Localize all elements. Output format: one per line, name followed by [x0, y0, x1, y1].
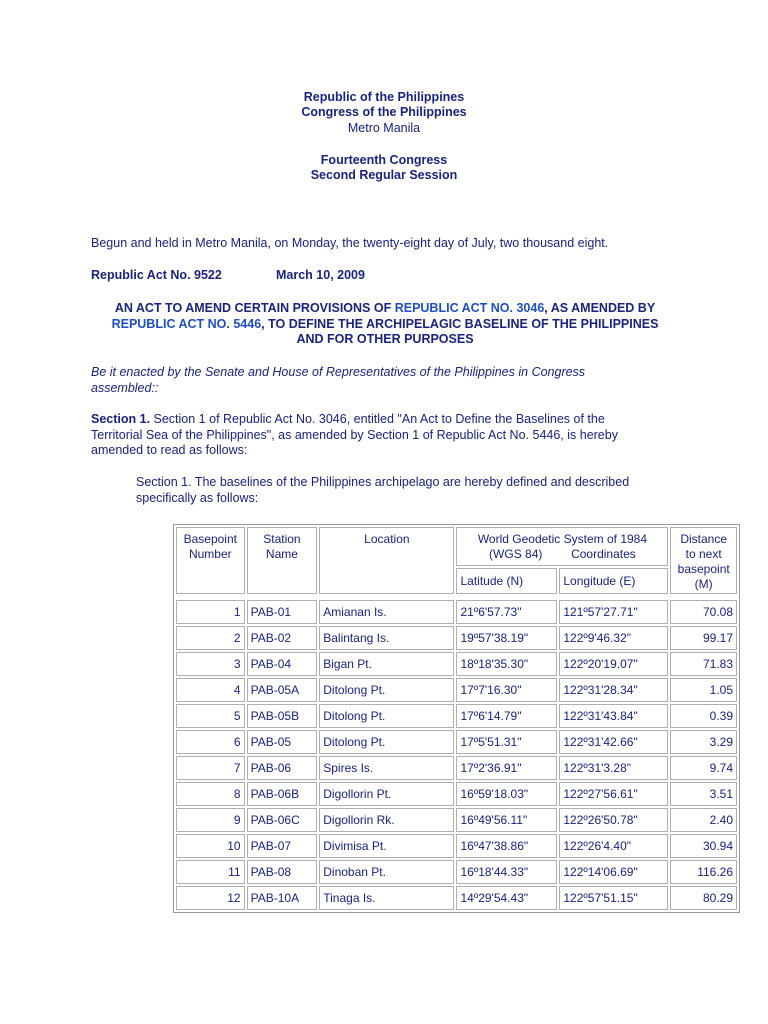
cell-latitude: 16º59'18.03" [456, 782, 557, 806]
cell-latitude: 16º18'44.33" [456, 860, 557, 884]
cell-location: Bigan Pt. [319, 652, 454, 676]
cell-station: PAB-08 [247, 860, 318, 884]
cell-longitude: 122º31'42.66" [559, 730, 668, 754]
table-row [176, 626, 737, 650]
cell-location: Ditolong Pt. [319, 730, 454, 754]
basepoint-table-body [176, 600, 737, 910]
cell-station: PAB-02 [247, 626, 318, 650]
cell-station: PAB-01 [247, 600, 318, 624]
cell-station: PAB-06 [247, 756, 318, 780]
header-wgs84-sub2: Coordinates [571, 547, 636, 561]
act-title [100, 301, 670, 348]
header-location: Location [319, 527, 454, 594]
table-row [176, 860, 737, 884]
republic-act-5446-link[interactable]: REPUBLIC ACT NO. 5446 [111, 316, 262, 331]
republic-act-3046-link[interactable]: REPUBLIC ACT NO. 3046 [394, 301, 545, 315]
cell-distance: 80.29 [670, 886, 737, 910]
session-heading: Second Regular Session [310, 168, 458, 182]
cell-number: 8 [176, 782, 245, 806]
cell-number: 12 [176, 886, 245, 910]
cell-longitude: 122º31'3.28" [559, 756, 668, 780]
header-longitude: Longitude (E) [559, 568, 668, 594]
title-part-3: , TO DEFINE THE ARCHIPELAGIC BASELINE OF THE PHILIPPINES AND FOR OTHER PURPOSES [261, 316, 659, 346]
title-part-2: , AS AMENDED BY [544, 301, 656, 315]
cell-distance: 30.94 [670, 834, 737, 858]
cell-location: Balintang Is. [319, 626, 454, 650]
section-1-text: Section 1 of Republic Act No. 3046, entitled "An Act to Define the Baselines of the Territorial Sea of the Philippines", as amended by Section 1 of Republic Act No. 5446, is hereby amended to read as follows: [91, 412, 618, 457]
table-row [176, 756, 737, 780]
cell-latitude: 19º57'38.19" [456, 626, 557, 650]
cell-number: 2 [176, 626, 245, 650]
basepoint-table [173, 524, 740, 913]
header-wgs84-sub [460, 547, 664, 562]
cell-distance: 0.39 [670, 704, 737, 728]
cell-distance: 9.74 [670, 756, 737, 780]
cell-longitude: 122º31'28.34" [559, 678, 668, 702]
cell-latitude: 17º2'36.91" [456, 756, 557, 780]
cell-latitude: 21º6'57.73" [456, 600, 557, 624]
cell-location: Ditolong Pt. [319, 704, 454, 728]
cell-longitude: 122º14'06.69" [559, 860, 668, 884]
header-distance: Distance to next basepoint (M) [670, 527, 737, 594]
table-row [176, 834, 737, 858]
cell-location: Ditolong Pt. [319, 678, 454, 702]
section-1-label: Section 1. [91, 412, 151, 426]
act-date: March 10, 2009 [276, 268, 365, 282]
quoted-section-1: Section 1. The baselines of the Philippines archipelago are hereby defined and described specifically as follows: [136, 475, 630, 505]
title-part-1: AN ACT TO AMEND CERTAIN PROVISIONS OF [114, 301, 395, 315]
table-row [176, 730, 737, 754]
cell-longitude: 122º27'56.61" [559, 782, 668, 806]
cell-distance: 1.05 [670, 678, 737, 702]
cell-latitude: 17º5'51.31" [456, 730, 557, 754]
table-row [176, 678, 737, 702]
cell-station: PAB-07 [247, 834, 318, 858]
cell-location: Tinaga Is. [319, 886, 454, 910]
header-wgs84-sub1: (WGS 84) [489, 547, 543, 561]
congress-heading: Congress of the Philippines [301, 105, 467, 119]
cell-number: 4 [176, 678, 245, 702]
begun-paragraph: Begun and held in Metro Manila, on Monday, the twenty-eight day of July, two thousand eight. [91, 236, 609, 250]
cell-location: Dinoban Pt. [319, 860, 454, 884]
cell-number: 9 [176, 808, 245, 832]
cell-latitude: 17º7'16.30" [456, 678, 557, 702]
cell-distance: 70.08 [670, 600, 737, 624]
cell-distance: 3.51 [670, 782, 737, 806]
act-number: Republic Act No. 9522 [91, 268, 222, 282]
cell-longitude: 122º31'43.84" [559, 704, 668, 728]
cell-distance: 116.26 [670, 860, 737, 884]
cell-station: PAB-04 [247, 652, 318, 676]
enacting-clause: Be it enacted by the Senate and House of Representatives of the Philippines in Congress assembled:: [91, 365, 586, 395]
cell-location: Amianan Is. [319, 600, 454, 624]
cell-longitude: 122º26'4.40" [559, 834, 668, 858]
cell-station: PAB-05A [247, 678, 318, 702]
cell-station: PAB-06C [247, 808, 318, 832]
header-wgs84-title: World Geodetic System of 1984 [477, 532, 648, 546]
table-row [176, 652, 737, 676]
section-1-paragraph [91, 412, 651, 459]
header-basepoint-number: Basepoint Number [176, 527, 245, 594]
republic-heading: Republic of the Philippines [303, 90, 465, 104]
cell-latitude: 16º49'56.11" [456, 808, 557, 832]
cell-station: PAB-05 [247, 730, 318, 754]
cell-location: Spires Is. [319, 756, 454, 780]
cell-longitude: 122º9'46.32" [559, 626, 668, 650]
cell-longitude: 122º26'50.78" [559, 808, 668, 832]
cell-latitude: 17º6'14.79" [456, 704, 557, 728]
cell-distance: 2.40 [670, 808, 737, 832]
table-row [176, 704, 737, 728]
cell-number: 5 [176, 704, 245, 728]
cell-number: 10 [176, 834, 245, 858]
cell-number: 1 [176, 600, 245, 624]
cell-distance: 99.17 [670, 626, 737, 650]
city-heading: Metro Manila [347, 121, 421, 135]
table-row [176, 808, 737, 832]
cell-latitude: 18º18'35.30" [456, 652, 557, 676]
table-row [176, 886, 737, 910]
cell-station: PAB-05B [247, 704, 318, 728]
cell-location: Digollorin Rk. [319, 808, 454, 832]
table-row [176, 600, 737, 624]
cell-distance: 3.29 [670, 730, 737, 754]
congress-number-heading: Fourteenth Congress [320, 153, 448, 167]
cell-number: 11 [176, 860, 245, 884]
cell-longitude: 122º20'19.07" [559, 652, 668, 676]
cell-number: 6 [176, 730, 245, 754]
header-latitude: Latitude (N) [456, 568, 557, 594]
cell-latitude: 16º47'38.86" [456, 834, 557, 858]
cell-station: PAB-06B [247, 782, 318, 806]
cell-location: Digollorin Pt. [319, 782, 454, 806]
header-wgs84 [456, 527, 668, 566]
cell-distance: 71.83 [670, 652, 737, 676]
act-line [91, 268, 681, 284]
cell-location: Divimisa Pt. [319, 834, 454, 858]
table-row [176, 782, 737, 806]
cell-station: PAB-10A [247, 886, 318, 910]
cell-latitude: 14º29'54.43" [456, 886, 557, 910]
cell-number: 3 [176, 652, 245, 676]
cell-longitude: 121º57'27.71" [559, 600, 668, 624]
cell-longitude: 122º57'51.15" [559, 886, 668, 910]
cell-number: 7 [176, 756, 245, 780]
header-station-name: Station Name [247, 527, 318, 594]
